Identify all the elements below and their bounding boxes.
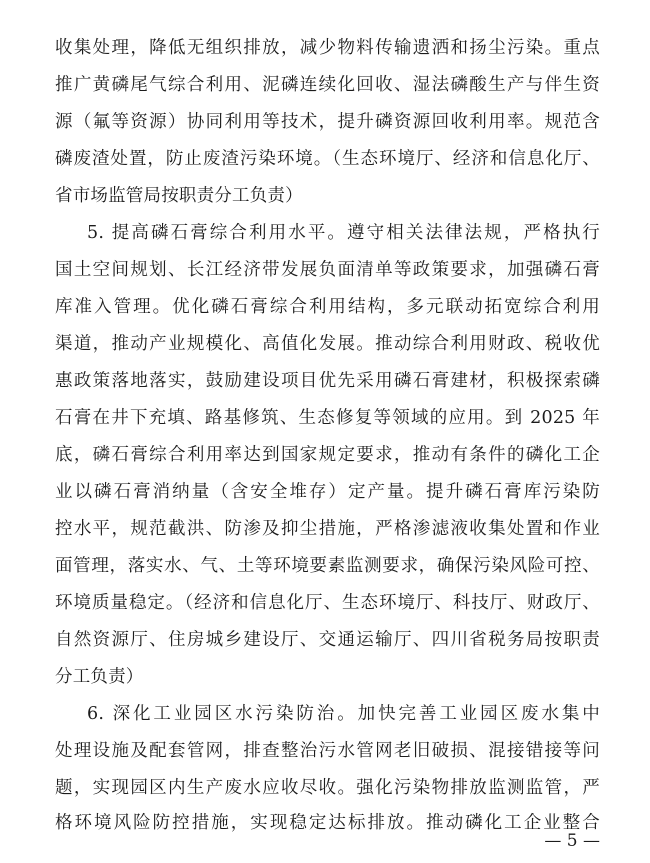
text-line: 收集处理，降低无组织排放，减少物料传输遗洒和扬尘污染。重点 (55, 38, 600, 58)
text-line: 底，磷石膏综合利用率达到国家规定要求，推动有条件的磷化工企 (55, 445, 600, 465)
text-line: 磷废渣处置，防止废渣污染环境。（生态环境厅、经济和信息化厅、 (55, 149, 600, 169)
text-line: 控水平，规范截洪、防渗及抑尘措施，严格渗滤液收集处置和作业 (55, 519, 600, 539)
text-line: 库准入管理。优化磷石膏综合利用结构，多元联动拓宽综合利用 (55, 297, 600, 317)
text-line: 渠道，推动产业规模化、高值化发展。推动综合利用财政、税收优 (55, 334, 600, 354)
text-line: 环境质量稳定。（经济和信息化厅、生态环境厅、科技厅、财政厅、 (55, 593, 600, 613)
section-heading-line: 5. 提高磷石膏综合利用水平。遵守相关法律法规，严格执行 (87, 223, 600, 243)
text-line: 国土空间规划、长江经济带发展负面清单等政策要求，加强磷石膏 (55, 260, 600, 280)
text-line: 格环境风险防控措施，实现稳定达标排放。推动磷化工企业整合 (55, 813, 600, 833)
text-line: 面管理，落实水、气、土等环境要素监测要求，确保污染风险可控、 (55, 556, 600, 576)
text-line: 业以磷石膏消纳量（含安全堆存）定产量。提升磷石膏库污染防 (55, 482, 600, 502)
text-line: 处理设施及配套管网，排查整治污水管网老旧破损、混接错接等问 (55, 741, 600, 761)
text-line: 自然资源厅、住房城乡建设厅、交通运输厅、四川省税务局按职责 (55, 630, 600, 650)
page-number: — 5 — (544, 831, 600, 851)
text-line: 源（氟等资源）协同利用等技术，提升磷资源回收利用率。规范含 (55, 112, 600, 132)
text-line: 推广黄磷尾气综合利用、泥磷连续化回收、湿法磷酸生产与伴生资 (55, 75, 600, 95)
text-line: 惠政策落地落实，鼓励建设项目优先采用磷石膏建材，积极探索磷 (55, 371, 600, 391)
text-line: 题，实现园区内生产废水应收尽收。强化污染物排放监测监管，严 (55, 778, 600, 798)
section-heading-line: 6. 深化工业园区水污染防治。加快完善工业园区废水集中 (87, 704, 600, 724)
text-line: 分工负责） (55, 667, 144, 687)
text-line: 省市场监管局按职责分工负责） (55, 186, 303, 206)
text-line: 石膏在井下充填、路基修筑、生态修复等领域的应用。到 2025 年 (55, 408, 600, 428)
